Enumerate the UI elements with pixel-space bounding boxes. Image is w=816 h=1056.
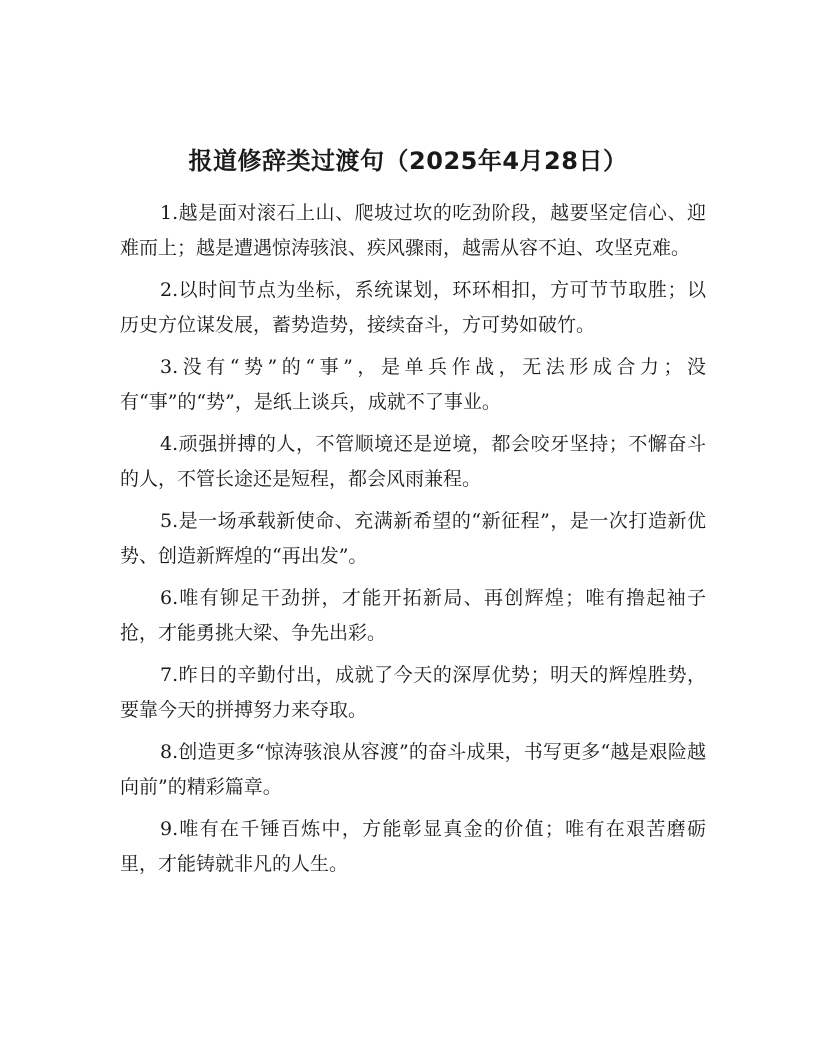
- paragraph-9: 9.唯有在千锤百炼中，方能彰显真金的价值；唯有在艰苦磨砺里，才能铸就非凡的人生。: [120, 818, 706, 875]
- document-title: 报道修辞类过渡句（2025年4月28日）: [188, 147, 628, 175]
- document-body: [120, 196, 706, 889]
- paragraph-6: 6.唯有铆足干劲拼，才能开拓新局、再创辉煌；唯有撸起袖子抢，才能勇挑大梁、争先出彩。: [120, 587, 706, 644]
- paragraph-1: 1.越是面对滚石上山、爬坡过坎的吃劲阶段，越要坚定信心、迎难而上；越是遭遇惊涛骇浪、疾风骤雨，越需从容不迫、攻坚克难。: [120, 202, 706, 259]
- paragraph-5: 5.是一场承载新使命、充满新希望的“新征程”，是一次打造新优势、创造新辉煌的“再出发”。: [120, 510, 706, 567]
- paragraph-4: 4.顽强拼搏的人，不管顺境还是逆境，都会咬牙坚持；不懈奋斗的人，不管长途还是短程，都会风雨兼程。: [120, 433, 706, 490]
- paragraph-3: 3.没有“势”的“事”，是单兵作战，无法形成合力；没有“事”的“势”，是纸上谈兵，成就不了事业。: [120, 356, 706, 413]
- paragraph-7: 7.昨日的辛勤付出，成就了今天的深厚优势；明天的辉煌胜势，要靠今天的拼搏努力来夺取。: [120, 664, 706, 721]
- paragraph-8: 8.创造更多“惊涛骇浪从容渡”的奋斗成果，书写更多“越是艰险越向前”的精彩篇章。: [120, 741, 706, 798]
- paragraph-2: 2.以时间节点为坐标，系统谋划，环环相扣，方可节节取胜；以历史方位谋发展，蓄势造势，接续奋斗，方可势如破竹。: [120, 279, 706, 336]
